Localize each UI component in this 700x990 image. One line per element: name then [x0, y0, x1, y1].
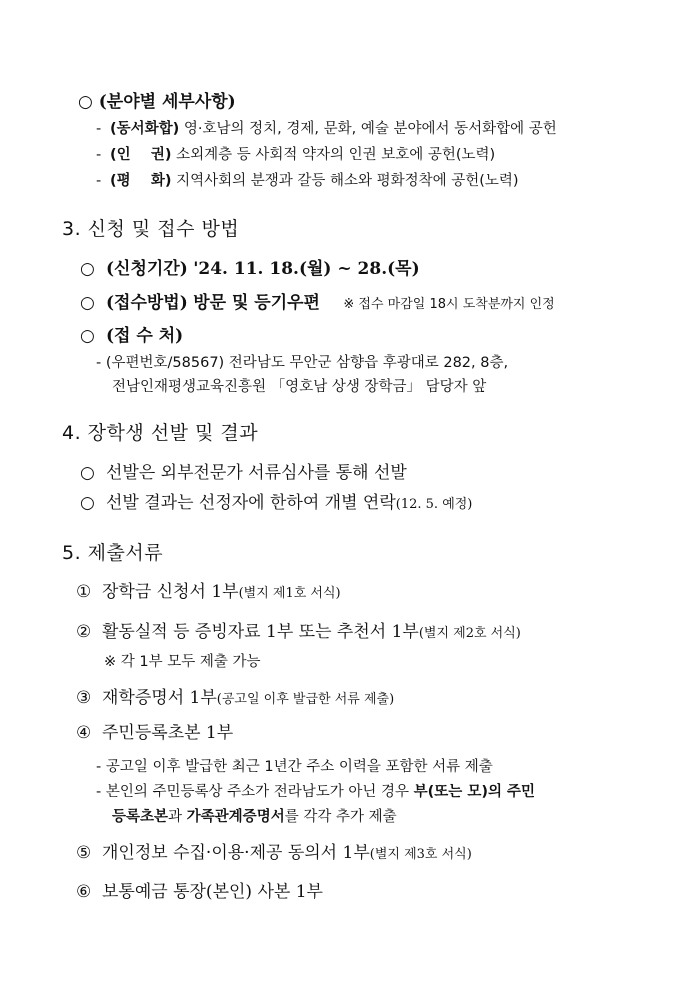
detail-bold: 등록초본 — [112, 809, 169, 825]
item-text: 영·호남의 정치, 경제, 문화, 예술 분야에서 동서화합에 공헌 — [183, 121, 557, 137]
detail-text: 를 각각 추가 제출 — [284, 809, 397, 825]
document-item-5 — [76, 838, 472, 863]
address-line-1: - (우편번호/58567) 전라남도 무안군 삼향읍 후광대로 282, 8층, — [96, 355, 509, 371]
document-detail-2 — [96, 780, 535, 801]
item-note: (12. 5. 예정) — [395, 497, 473, 512]
dash: - — [96, 173, 102, 189]
item-note: (공고일 이후 발급한 서류 제출) — [216, 692, 395, 707]
item-text: '24. 11. 18.(월) ~ 28.(목) — [193, 259, 420, 279]
bullet-mark: ○ — [80, 293, 95, 313]
item-number: ⑤ — [76, 843, 92, 863]
item-text: 주민등록초본 1부 — [102, 723, 234, 743]
item-text: 방문 및 등기우편 — [193, 293, 320, 313]
bullet-mark: ○ — [80, 259, 95, 279]
section-title-application: 3. 신청 및 접수 방법 — [62, 218, 240, 240]
item-note: (별지 제1호 서식) — [238, 586, 341, 601]
list-item — [80, 488, 472, 513]
item-label: (신청기간) — [106, 259, 188, 279]
dash: - — [96, 147, 102, 163]
item-number: ④ — [76, 723, 92, 743]
list-item — [96, 143, 495, 164]
item-note: (별지 제3호 서식) — [369, 847, 472, 862]
item-text: 소외계층 등 사회적 약자의 인권 보호에 공헌(노력) — [176, 147, 496, 163]
list-item — [96, 169, 519, 190]
detail-bold: 가족관계증명서 — [186, 809, 285, 825]
section-title-selection: 4. 장학생 선발 및 결과 — [62, 422, 259, 444]
item-text: 지역사회의 분쟁과 갈등 해소와 평화정착에 공헌(노력) — [176, 173, 519, 189]
item-text: 선발 결과는 선정자에 한하여 개별 연락 — [106, 493, 396, 513]
list-item-period — [80, 254, 420, 279]
section-heading-field-details: ○ (분야별 세부사항) — [78, 92, 236, 112]
document-detail-1: - 공고일 이후 발급한 최근 1년간 주소 이력을 포함한 서류 제출 — [96, 759, 493, 775]
detail-text: 과 — [168, 809, 187, 825]
list-item — [80, 458, 407, 483]
item-number: ① — [76, 582, 92, 602]
item-note: (별지 제2호 서식) — [418, 626, 521, 641]
item-label: (동서화합) — [110, 121, 180, 137]
item-number: ② — [76, 622, 92, 642]
bullet-mark: ○ — [80, 326, 95, 346]
item-text: 선발은 외부전문가 서류심사를 통해 선발 — [106, 463, 407, 483]
item-text: 활동실적 등 증빙자료 1부 또는 추천서 1부 — [102, 622, 419, 642]
item-label: (접수방법) — [106, 293, 188, 313]
item-number: ⑥ — [76, 882, 92, 902]
item-number: ③ — [76, 688, 92, 708]
item-text: 재학증명서 1부 — [102, 688, 217, 708]
bullet-mark: ○ — [80, 463, 95, 483]
item-label: (평 화) — [110, 173, 172, 189]
item-label: (인 권) — [110, 147, 172, 163]
document-item-3 — [76, 683, 394, 708]
item-text: 보통예금 통장(본인) 사본 1부 — [102, 882, 323, 902]
document-detail-3 — [112, 805, 397, 826]
list-item-place — [80, 321, 183, 346]
item-text: 장학금 신청서 1부 — [102, 582, 239, 602]
detail-bold: 부(또는 모)의 주민 — [413, 784, 536, 800]
list-item-method — [80, 288, 555, 313]
document-item-4 — [76, 718, 233, 743]
bullet-mark: ○ — [80, 493, 95, 513]
item-label: (접 수 처) — [106, 326, 184, 346]
document-item-2 — [76, 617, 521, 642]
list-item — [96, 117, 557, 138]
document-item-1 — [76, 577, 341, 602]
item-text: 개인정보 수집·이용·제공 동의서 1부 — [102, 843, 370, 863]
dash: - — [96, 121, 102, 137]
address-line-2: 전남인재평생교육진흥원 「영호남 상생 장학금」 담당자 앞 — [112, 379, 487, 395]
document-note: ※ 각 1부 모두 제출 가능 — [104, 654, 261, 670]
section-title-documents: 5. 제출서류 — [62, 542, 164, 564]
detail-text: - 본인의 주민등록상 주소가 전라남도가 아닌 경우 — [96, 784, 414, 800]
document-item-6 — [76, 877, 323, 902]
note-text: ※ 접수 마감일 18시 도착분까지 인정 — [343, 297, 555, 312]
